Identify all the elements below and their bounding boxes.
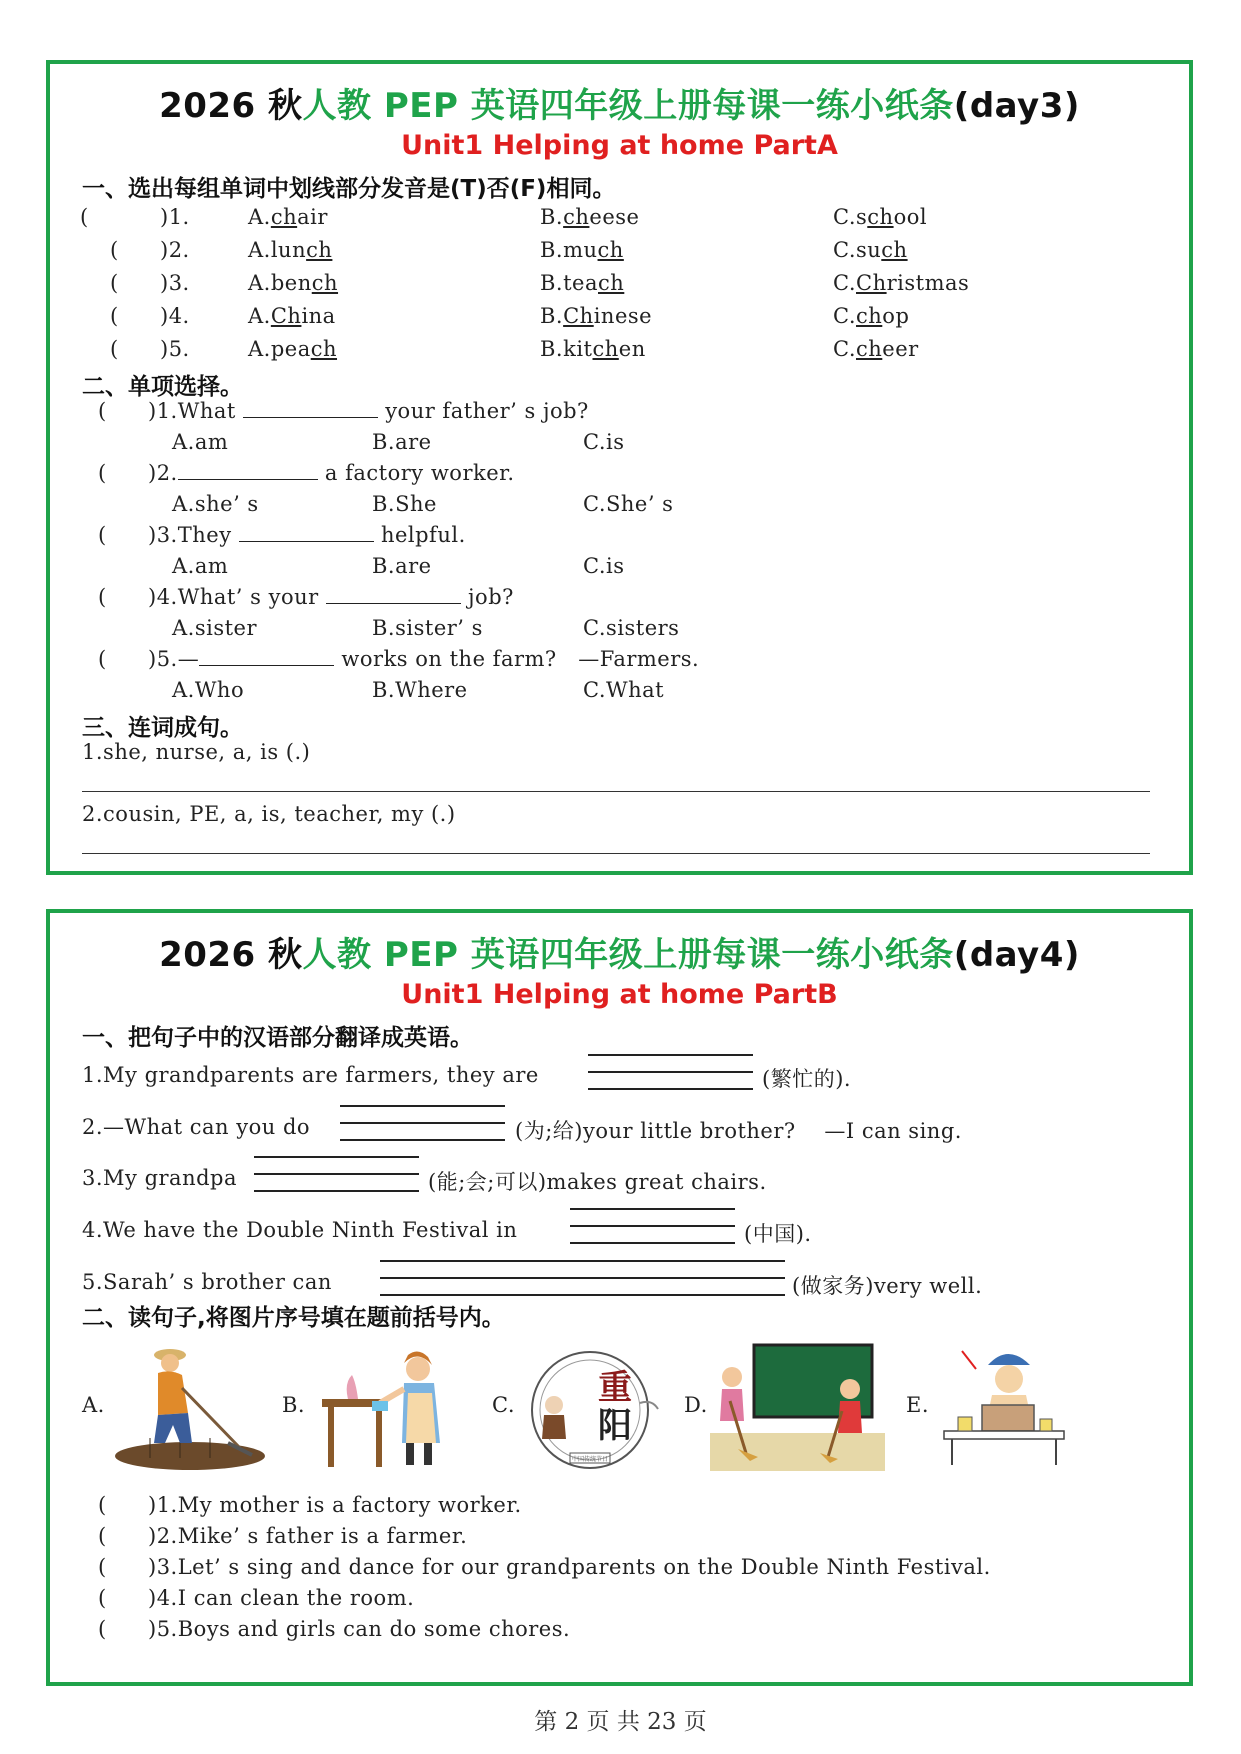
paren: ( (98, 1586, 107, 1610)
matching-sentence: )4.I can clean the room. (148, 1586, 415, 1610)
translation-hint: (繁忙的). (762, 1067, 852, 1091)
mcq-question: )2. a factory worker. (148, 461, 515, 485)
option-c: C.such (833, 238, 908, 262)
paren: ( (98, 1493, 107, 1517)
translation-item: 2.—What can you do (82, 1115, 311, 1139)
option-a: A.she’ s (172, 492, 259, 516)
answer-line[interactable] (340, 1139, 505, 1141)
matching-sentence: )3.Let’ s sing and dance for our grandparents on the Double Ninth Festival. (148, 1555, 991, 1579)
translation-hint: (为;给)your little brother? —I can sing. (515, 1119, 962, 1143)
option-c: C.She’ s (583, 492, 674, 516)
question-number: )5. (160, 337, 190, 361)
option-c: C.is (583, 430, 625, 454)
answer-line[interactable] (340, 1105, 505, 1107)
answer-line[interactable] (340, 1122, 505, 1124)
worksheet-day3 (46, 60, 1193, 875)
picture-label: B. (282, 1393, 306, 1417)
paren: ( (110, 304, 119, 328)
farmer-picture (110, 1343, 270, 1473)
paren: ( (98, 585, 107, 609)
option-a: A.Who (172, 678, 245, 702)
mcq-question: )5.— works on the farm? —Farmers. (148, 647, 700, 671)
festival-char: 重 (598, 1368, 632, 1408)
option-c: C.cheer (833, 337, 919, 361)
sentence-prompt: 2.cousin, PE, a, is, teacher, my (.) (82, 802, 456, 826)
translation-item: 1.My grandparents are farmers, they are (82, 1063, 539, 1087)
matching-sentence: )2.Mike’ s father is a farmer. (148, 1524, 468, 1548)
mcq-question: )3.They helpful. (148, 523, 466, 547)
answer-line[interactable] (588, 1054, 753, 1056)
picture-label: E. (906, 1393, 930, 1417)
answer-line[interactable] (254, 1190, 419, 1192)
mother-cleaning-picture (318, 1343, 468, 1473)
answer-line[interactable] (570, 1208, 735, 1210)
option-b: B.are (372, 554, 432, 578)
option-b: B.cheese (540, 205, 640, 229)
translation-hint: (中国). (744, 1222, 812, 1246)
option-c: C.chop (833, 304, 910, 328)
answer-line[interactable] (82, 791, 1150, 792)
answer-line[interactable] (380, 1294, 785, 1296)
option-a: A.bench (248, 271, 339, 295)
option-b: B.teach (540, 271, 625, 295)
option-b: B.sister’ s (372, 616, 483, 640)
worksheet-title: 2026 秋人教 PEP 英语四年级上册每课一练小纸条(day4) (159, 935, 1080, 975)
question-number: )3. (160, 271, 190, 295)
worksheet-day4 (46, 909, 1193, 1686)
option-b: B.kitchen (540, 337, 646, 361)
matching-sentence: )1.My mother is a factory worker. (148, 1493, 522, 1517)
option-b: B.are (372, 430, 432, 454)
answer-line[interactable] (380, 1277, 785, 1279)
paren: ( (98, 1524, 107, 1548)
worksheet-subtitle: Unit1 Helping at home PartB (401, 979, 838, 1010)
translation-hint: (能;会;可以)makes great chairs. (428, 1170, 767, 1194)
festival-caption: 中国传统节日 (571, 1456, 609, 1463)
section-heading: 一、选出每组单词中划线部分发音是(T)否(F)相同。 (82, 176, 616, 202)
children-cleaning-picture (710, 1341, 885, 1471)
answer-line[interactable] (380, 1260, 785, 1262)
paren: ( (98, 1617, 107, 1641)
worksheet-subtitle: Unit1 Helping at home PartA (401, 130, 838, 161)
option-a: A.China (248, 304, 336, 328)
factory-worker-picture (938, 1343, 1073, 1468)
paren: ( (98, 647, 107, 671)
page-number: 第 2 页 共 23 页 (534, 1709, 707, 1735)
answer-line[interactable] (254, 1173, 419, 1175)
option-b: B.She (372, 492, 437, 516)
option-a: A.am (172, 554, 229, 578)
option-c: C.school (833, 205, 928, 229)
picture-label: D. (684, 1393, 708, 1417)
option-c: C.is (583, 554, 625, 578)
translation-item: 3.My grandpa (82, 1166, 238, 1190)
option-b: B.Where (372, 678, 468, 702)
option-c: C.Christmas (833, 271, 970, 295)
translation-item: 5.Sarah’ s brother can (82, 1270, 332, 1294)
answer-line[interactable] (588, 1071, 753, 1073)
picture-label: A. (82, 1393, 105, 1417)
answer-line[interactable] (82, 853, 1150, 854)
question-number: )1. (160, 205, 190, 229)
option-b: B.Chinese (540, 304, 653, 328)
answer-line[interactable] (254, 1156, 419, 1158)
answer-line[interactable] (588, 1088, 753, 1090)
option-a: A.peach (248, 337, 338, 361)
option-a: A.sister (172, 616, 258, 640)
option-a: A.chair (248, 205, 328, 229)
paren: ( (110, 238, 119, 262)
section-heading: 一、把句子中的汉语部分翻译成英语。 (82, 1025, 473, 1051)
matching-sentence: )5.Boys and girls can do some chores. (148, 1617, 571, 1641)
paren: ( (110, 337, 119, 361)
double-ninth-festival-picture (520, 1343, 660, 1478)
paren: ( (98, 523, 107, 547)
sentence-prompt: 1.she, nurse, a, is (.) (82, 740, 311, 764)
option-a: A.am (172, 430, 229, 454)
section-heading: 二、单项选择。 (82, 374, 243, 400)
translation-item: 4.We have the Double Ninth Festival in (82, 1218, 518, 1242)
paren: ( (98, 399, 107, 423)
option-b: B.much (540, 238, 624, 262)
mcq-question: )1.What your father’ s job? (148, 399, 589, 423)
section-heading: 三、连词成句。 (82, 715, 243, 741)
answer-line[interactable] (570, 1242, 735, 1244)
section-heading: 二、读句子,将图片序号填在题前括号内。 (82, 1305, 505, 1331)
option-c: C.What (583, 678, 665, 702)
paren: ( (110, 271, 119, 295)
paren: ( (98, 461, 107, 485)
option-a: A.lunch (248, 238, 333, 262)
answer-line[interactable] (570, 1225, 735, 1227)
paren: ( (80, 205, 89, 229)
paren: ( (98, 1555, 107, 1579)
option-c: C.sisters (583, 616, 680, 640)
picture-label: C. (492, 1393, 515, 1417)
translation-hint: (做家务)very well. (792, 1274, 983, 1298)
question-number: )4. (160, 304, 190, 328)
festival-char: 阳 (598, 1406, 632, 1446)
mcq-question: )4.What’ s your job? (148, 585, 514, 609)
worksheet-title: 2026 秋人教 PEP 英语四年级上册每课一练小纸条(day3) (159, 86, 1080, 126)
question-number: )2. (160, 238, 190, 262)
